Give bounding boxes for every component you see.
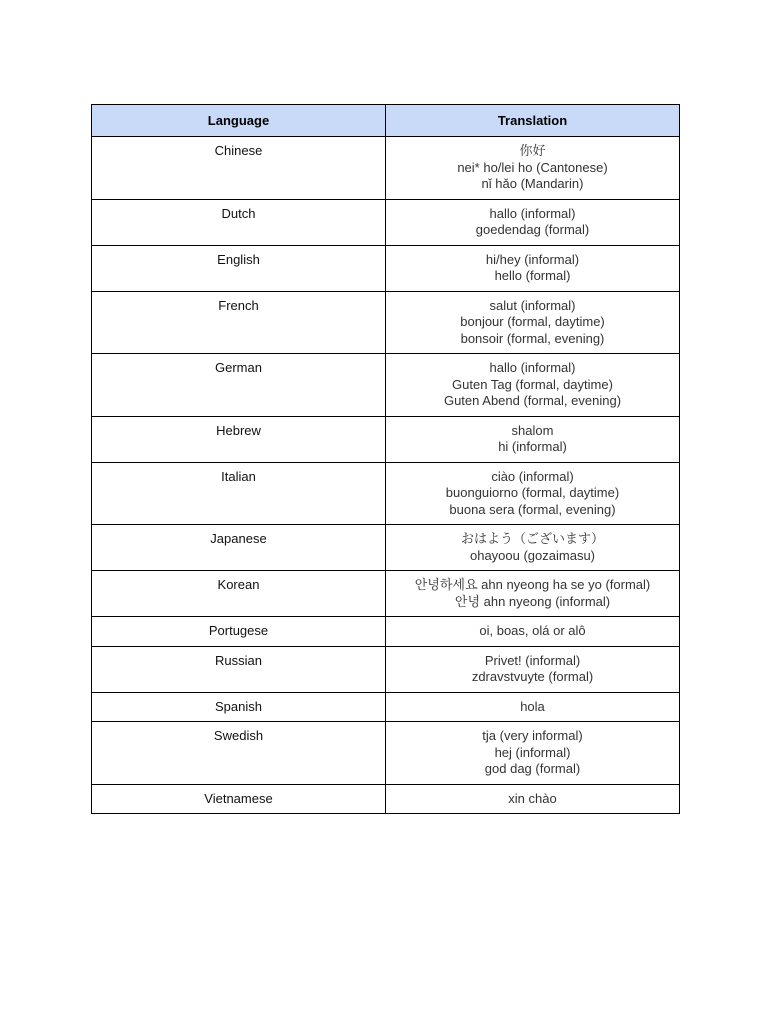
translation-cell — [386, 354, 680, 417]
language-cell: English — [92, 245, 386, 291]
translation-cell — [386, 722, 680, 785]
translation-line: hallo (informal) — [489, 360, 576, 375]
translation-line: Privet! (informal) — [484, 652, 581, 668]
translation-cell — [386, 571, 680, 617]
language-cell: Russian — [92, 646, 386, 692]
translation-line: hej (informal) — [494, 744, 571, 760]
table-row — [92, 525, 680, 571]
translation-cell — [386, 137, 680, 200]
table-row — [92, 646, 680, 692]
language-cell: Italian — [92, 462, 386, 525]
language-cell: Chinese — [92, 137, 386, 200]
translation-cell — [386, 462, 680, 525]
translation-line: hallo (informal) — [489, 205, 576, 221]
translation-line: god dag (formal) — [484, 761, 581, 776]
translation-line: buonguiorno (formal, daytime) — [445, 485, 620, 500]
translation-cell — [386, 199, 680, 245]
translation-cell — [386, 525, 680, 571]
greetings-table — [91, 104, 680, 814]
table-row — [92, 137, 680, 200]
language-cell: Vietnamese — [92, 784, 386, 814]
language-cell: French — [92, 291, 386, 354]
translation-line: hola — [520, 698, 545, 714]
table-row — [92, 416, 680, 462]
translation-line: ciào (informal) — [491, 468, 574, 484]
translation-cell — [386, 291, 680, 354]
language-cell: Hebrew — [92, 416, 386, 462]
translation-line: 안녕 ahn nyeong (informal) — [454, 593, 611, 609]
translation-cell — [386, 416, 680, 462]
table-row — [92, 245, 680, 291]
language-cell: Korean — [92, 571, 386, 617]
table-row — [92, 462, 680, 525]
translation-line: nei* ho/lei ho (Cantonese) — [457, 159, 608, 175]
translation-cell — [386, 784, 680, 814]
translation-line: zdravstvuyte (formal) — [471, 669, 594, 684]
language-cell: German — [92, 354, 386, 417]
translation-line: salut (informal) — [489, 297, 576, 313]
language-cell: Swedish — [92, 722, 386, 785]
translation-column-header: Translation — [386, 105, 680, 137]
translation-line: おはよう（ございます） — [460, 531, 604, 546]
translation-line: tja (very informal) — [482, 728, 583, 743]
language-column-header: Language — [92, 105, 386, 137]
translation-line: goedendag (formal) — [475, 222, 590, 237]
language-cell: Portugese — [92, 617, 386, 647]
table-row — [92, 354, 680, 417]
table-row — [92, 199, 680, 245]
table-row — [92, 722, 680, 785]
translation-cell — [386, 646, 680, 692]
translation-cell — [386, 617, 680, 647]
table-row — [92, 291, 680, 354]
translation-line: bonsoir (formal, evening) — [460, 330, 605, 346]
translation-line: xin chào — [508, 790, 557, 806]
translation-line: nǐ hǎo (Mandarin) — [481, 176, 584, 191]
translation-line: buona sera (formal, evening) — [449, 501, 616, 517]
language-cell: Spanish — [92, 692, 386, 722]
translation-line: 안녕하세요 ahn nyeong ha se yo (formal) — [414, 577, 651, 592]
translation-line: hi (informal) — [498, 439, 567, 454]
translation-line: oi, boas, olá or alô — [479, 623, 586, 638]
translation-line: shalom — [511, 422, 554, 438]
table-body — [92, 137, 680, 814]
translation-cell — [386, 692, 680, 722]
table-row — [92, 692, 680, 722]
translation-line: Guten Abend (formal, evening) — [443, 393, 622, 408]
translation-line: bonjour (formal, daytime) — [460, 314, 605, 329]
table-row — [92, 617, 680, 647]
translation-cell — [386, 245, 680, 291]
table-row — [92, 784, 680, 814]
translation-line: hi/hey (informal) — [485, 251, 580, 267]
translation-line: Guten Tag (formal, daytime) — [452, 376, 613, 392]
table-row — [92, 571, 680, 617]
translation-line: 你好 — [519, 143, 546, 158]
table-header-row — [92, 105, 680, 137]
translation-line: hello (formal) — [494, 268, 571, 283]
language-cell: Dutch — [92, 199, 386, 245]
translation-line: ohayoou (gozaimasu) — [469, 547, 596, 563]
language-cell: Japanese — [92, 525, 386, 571]
